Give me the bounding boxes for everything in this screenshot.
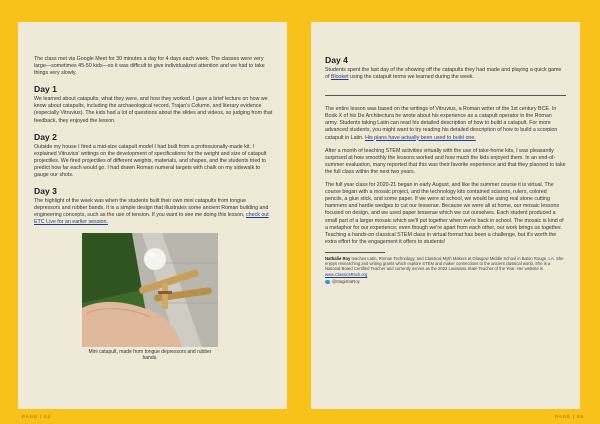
day2-paragraph: Outside my house I fired a mid-size catapult model I had built from a professionally-made kit. I explained Vitruvius' writings on the development of specifications for the weight and size of catapult projectiles. We fired projectiles of different weights, materials, and shapes, and the students tried to predict how far each would go. I had drawn Roman numeral targets with chalk on my sidewalk to gauge our shots. (34, 143, 267, 179)
twitter-handle-row (325, 279, 566, 284)
vitruvius-text: The entire lesson was based on the writings of Vitruvius, a Roman writer of the 1st century BCE. In Book X of his De Architectura he wrote about his experience as a catapult operator in the Roman army. Students taking Latin can read his detailed description of how to build a catapult. For more advanced students, you might want to try reading his detailed description of how to build a scorpion catapult in Latin. (325, 106, 558, 141)
day4-paragraph (325, 67, 566, 81)
twitter-icon (325, 280, 330, 284)
bio-text: teaches Latin, Roman Technology, and Classical Myth Makers at Glasgow Middle School in Baton Rouge, LA. She enjoys researching and writing grants which explore STEM and maker connections to the ancient classical world. She is a National Board Certified Teacher and currently serves as the 2022 Louisiana State Teacher of the Year. Her website is (325, 255, 564, 272)
day3-heading: Day 3 (34, 186, 57, 197)
etc-live-link[interactable]: check out ETC Live for an earlier session. (34, 212, 269, 226)
day2-heading: Day 2 (34, 131, 57, 142)
day4-heading: Day 4 (325, 55, 348, 65)
day3-text: The highlight of the week was when the students built their own mini catapults from tongue depressors and rubber bands. It is a simple design that illustrates some ancient Roman building and engineering concepts, such as the use of tension. If you want to see me doing this lesson, (34, 198, 269, 219)
plans-link[interactable]: His plans have actually been used to build one. (365, 134, 476, 141)
day4-text: Students spent the last day of the showing off the catapults they had made and playing a quick game of (325, 67, 562, 81)
day1-paragraph: We learned about catapults, what they were, and how they worked. I gave a brief lecture on how we know about catapults, including the archaeological record, Trajan's Column, and literary evidence (especially Vitruvius). The kids had a lot of questions about the slides and videos, so judging from that feedback, they enjoyed the lesson. (34, 96, 273, 124)
author-name: Nathalie Roy (325, 255, 351, 261)
catapult-photo (82, 233, 218, 347)
left-page (18, 22, 287, 409)
twitter-handle[interactable]: @MagistraRoy (332, 279, 360, 285)
full-year-paragraph: The full year class for 2020-21 began in early August, and like the summer course it is virtual. The course began with a mosaic project, and the technology kits contained scissors, rulers, colored pencils, a glue stick, and some paper. If we were at school, we would be using real stone cutting hammers and hardie wedges to cut our tesserae. Because we were all at home, our mosaic lessons focused on design, and we used paper tesserae which we cut ourselves. Each student produced a small part of a larger mosaic which we'll put together when we're back in school. The mosaic is kind of a metaphor for our experience; even though we're apart from each other, our work brings us together. Teaching a hands-on classical STEM class in virtual format has been a challenge, but it's worth the extra effort for the engagement it offers to students! (325, 182, 564, 245)
day3-paragraph (34, 198, 273, 226)
right-page-number: PAGE | 55 (555, 414, 584, 419)
day4-text-end: using the catapult terms we learned during the week. (348, 74, 475, 81)
bio-divider (325, 252, 385, 253)
day1-heading: Day 1 (34, 84, 57, 95)
left-page-number: PAGE | 54 (22, 414, 51, 419)
website-link[interactable]: www.ClassicsRock.org (325, 271, 368, 277)
intro-paragraph: The class met via Google Meet for 30 minutes a day for 4 days each week. The classes were very large—sometimes 45-50 kids—so it was difficult to give individualized attention and we had to take things very slowly. (34, 56, 265, 77)
blooket-link[interactable]: Blooket (330, 74, 349, 81)
photo-caption: Mini catapult, made from tongue depressors and rubber bands. (88, 348, 212, 361)
summary-paragraph: After a month of teaching STEM activities virtually with the use of take-home kits, I was pleasantly surprised at how smoothly the lessons worked and how much the kids enjoyed them. In an end-of-summer evaluation, many reported that this was their favorite experience and that they planned to take the full class within the next two years. (325, 147, 566, 175)
vitruvius-paragraph (325, 106, 566, 141)
catapult-photo-illustration (82, 233, 218, 347)
author-bio (325, 256, 566, 277)
divider (325, 95, 566, 96)
right-page (311, 22, 580, 409)
